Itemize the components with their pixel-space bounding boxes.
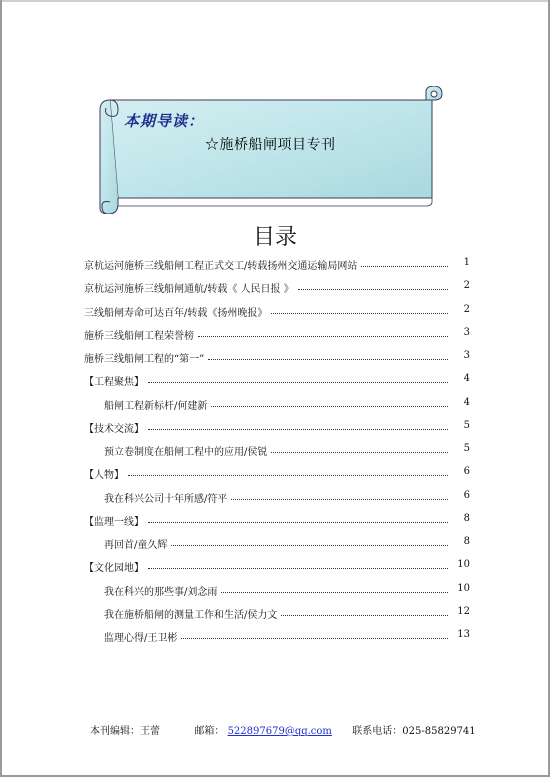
toc-entry[interactable] [0,397,550,415]
toc-dot-leader [298,289,448,290]
toc-entry-title: 【监理一线】 [84,516,144,528]
toc-entry-title: 【技术交流】 [84,423,144,435]
toc-entry-title: 施桥三线船闸工程的“第一” [84,354,205,365]
toc-dot-leader [171,545,448,546]
toc-page-number: 6 [463,489,470,501]
toc-dot-leader [361,266,448,267]
footer-editor: 本刊编辑：王蕾 [90,726,160,737]
toc-dot-leader [148,429,448,430]
toc-entry[interactable] [0,280,550,298]
toc-page-number: 5 [463,419,470,431]
toc-entry-title: 我在科兴的那些事/刘念雨 [104,586,218,598]
toc-page-number: 4 [463,396,470,408]
toc-entry-title: 京杭运河施桥三线船闸工程正式交工/转载扬州交通运输局网站 [84,261,358,272]
toc-page-number: 12 [457,605,470,617]
toc-page-number: 6 [463,466,470,478]
toc-page-number: 5 [463,443,470,454]
footer-phone: 联系电话：025-85829741 [352,726,476,737]
toc-entry[interactable] [0,513,550,531]
toc-entry-title: 三线船闸寿命可达百年/转载《扬州晚报》 [84,307,268,319]
toc-dot-leader [148,522,448,523]
toc-entry[interactable] [0,420,550,438]
toc-page-number: 8 [463,536,470,547]
toc-title: 目录 [252,225,297,250]
toc-dot-leader [198,336,448,337]
toc-dot-leader [181,638,448,639]
toc-dot-leader [148,568,448,569]
banner-heading: 本期导读： [124,112,205,130]
toc-dot-leader [271,452,448,453]
toc-entry-title: 再回首/童久辉 [104,540,168,551]
toc-dot-leader [128,475,448,476]
toc-entry-title: 京杭运河施桥三线船闸通航/转载《 人民日报 》 [84,284,294,296]
toc-entry[interactable] [0,559,550,577]
toc-entry[interactable] [0,257,550,275]
banner-subtitle: ☆施桥船闸项目专刊 [205,137,336,153]
toc-page-number: 4 [463,373,470,385]
toc-entry-title: 【人物】 [84,470,124,482]
toc-dot-leader [221,592,448,593]
toc-entry-title: 施桥三线船闸工程荣誉榜 [84,330,194,342]
footer-email-label: 邮箱： [194,726,225,737]
toc-entry[interactable] [0,466,550,484]
toc-page-number: 13 [457,629,470,640]
toc-entry[interactable] [0,629,550,647]
toc-entry[interactable] [0,350,550,368]
toc-dot-leader [281,615,448,616]
toc-dot-leader [211,406,448,407]
toc-page-number: 3 [463,326,470,338]
toc-dot-leader [148,382,448,383]
toc-page-number: 2 [463,303,470,315]
page-border-top [0,0,550,2]
toc-page-number: 8 [463,512,470,524]
footer [90,722,476,737]
toc-entry-title: 【文化园地】 [84,563,144,575]
toc-entry[interactable] [0,536,550,554]
toc-entry-title: 监理心得/王卫彬 [104,633,178,644]
toc-entry[interactable] [0,327,550,345]
toc-page-number: 10 [457,582,470,594]
toc-entry[interactable] [0,490,550,508]
toc-entry[interactable] [0,373,550,391]
toc-page-number: 10 [457,559,470,571]
toc-entry-title: 【工程聚焦】 [84,377,144,389]
toc-entry-title: 我在施桥船闸的测量工作和生活/侯力文 [104,609,278,621]
toc-entry[interactable] [0,583,550,601]
toc-entry-title: 船闸工程新标杆/何建新 [104,400,208,412]
toc-page-number: 3 [463,350,470,361]
toc-entry[interactable] [0,443,550,461]
toc-entry-title: 我在科兴公司十年所感/符平 [104,493,228,505]
toc-entry-title: 预立卷制度在船闸工程中的应用/侯锐 [104,447,268,458]
toc-dot-leader [231,499,448,500]
footer-email-link[interactable]: 522897679@qq.com [227,726,332,737]
toc-entry[interactable] [0,304,550,322]
toc-page-number: 2 [463,280,470,292]
toc-dot-leader [208,359,448,360]
toc-dot-leader [271,313,448,314]
toc-page-number: 1 [463,257,470,268]
toc-entry[interactable] [0,606,550,624]
